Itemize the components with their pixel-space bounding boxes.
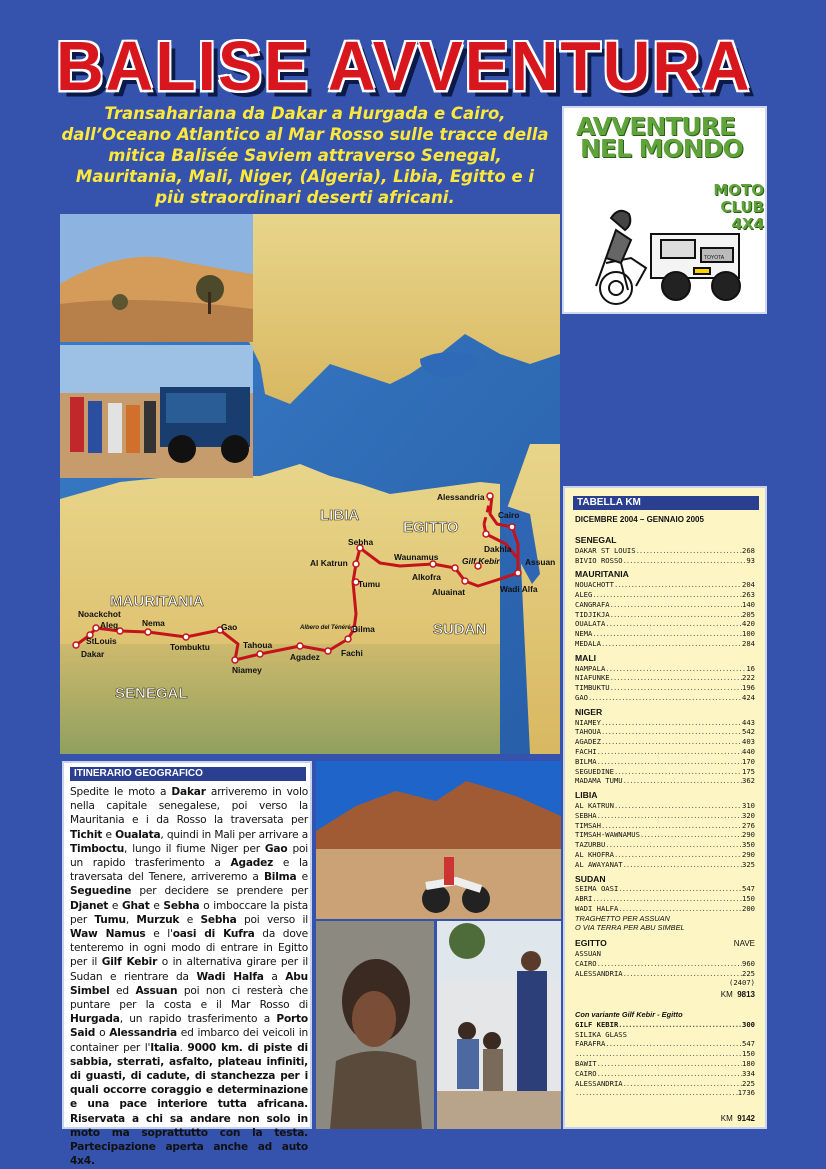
km-row — [575, 1069, 755, 1079]
km-row — [575, 629, 755, 639]
page-title: BALISE AVVENTURA — [56, 27, 752, 105]
km-group-mali: MALI — [575, 652, 597, 663]
km-row — [575, 610, 755, 620]
km-place: SEGUEDINE — [575, 766, 614, 776]
km-place: ALESSANDRIA — [575, 1078, 623, 1088]
km-place: BAWIT — [575, 1059, 597, 1069]
place-niamey: Niamey — [232, 665, 262, 675]
km-note-ferry: TRAGHETTO PER ASSUAN — [575, 913, 670, 923]
km-group-niger: NIGER — [575, 706, 603, 717]
photo-rider-mountains — [316, 761, 561, 919]
km-row — [575, 546, 755, 556]
place-wadialfa: Wadi Alfa — [500, 584, 538, 594]
km-value: 225 — [742, 1078, 755, 1088]
km-total-variant — [575, 1114, 755, 1124]
km-group-egitto-name: EGITTO — [575, 938, 607, 949]
photo-group-vehicle — [60, 345, 253, 478]
place-albero: Albero del Ténéré — [300, 625, 351, 631]
km-place: AL AWAYANAT — [575, 859, 623, 869]
km-subtotal: (2407) — [729, 978, 755, 988]
place-tombuktu: Tombuktu — [170, 642, 210, 652]
km-total-label: KM — [720, 990, 733, 1000]
km-place: NAMPALA — [575, 663, 606, 673]
km-value: 350 — [742, 840, 755, 850]
photo-desert-dunes — [60, 214, 253, 342]
km-place: MEDALA — [575, 638, 601, 648]
km-value: 170 — [742, 756, 755, 766]
km-row — [575, 639, 755, 649]
km-row — [575, 580, 755, 590]
place-dakar: Dakar — [81, 649, 105, 659]
km-value: 290 — [742, 849, 755, 859]
km-row — [575, 830, 755, 840]
place-agadez: Agadez — [290, 652, 320, 662]
km-value: 200 — [742, 903, 755, 913]
itinerary-text: Spedite le moto a Dakar arriveremo in volo nella capitale senegalese, poi verso la Mauritania e i da Rosso la traversata per Tichit e Oualata, quindi in Mali per arrivare a Timboctu, lungo il fiume Niger per Gao poi un rapido trasferimento a Agadez e la traversata del Tenere, arriveremo a Bilma e Seguedine per decidere se prendere per Djanet e Ghat e Sebha o imboccare la pista per Tumu, Murzuk e Sebha poi verso il Waw Namus e l'oasi di Kufra da dove tenteremo in ogni modo di entrare in Egitto per il Gilf Kebir o in alternativa girare per il Sudan e rientrare da Wadi Halfa a Abu Simbel ed Assuan poi non ci resterà che puntare per la costa e il Mar Rosso di Hurgada, un rapido trasferimento a Porto Said o Alessandria ed imbarco dei veicoli in container per l'Italia. 9000 km. di piste di sabbia, sterrati, asfalto, plateau infiniti, di guasti, di cadute, di stanchezza per i quali occorre coraggio e determinazione e una pace interiore tutta africana. Riservata a chi sa andare non solo in moto ma soprattutto con la testa. Partecipazione aperta anche ad auto 4x4. — [70, 786, 309, 1168]
km-place: DAKAR ST LOUIS — [575, 545, 636, 555]
km-row — [575, 747, 755, 757]
km-value: 175 — [742, 766, 755, 776]
place-noackchot: Noackchot — [78, 609, 121, 619]
km-row — [575, 1079, 755, 1089]
logo-title-line2: NEL MONDO — [580, 134, 743, 163]
label-sudan: SUDAN — [433, 621, 487, 638]
km-value: 284 — [742, 638, 755, 648]
km-place: TAZURBU — [575, 840, 606, 850]
jeep-brand-text: TOYOTA — [704, 255, 725, 261]
place-cairo: Cairo — [498, 510, 520, 520]
km-row — [575, 683, 755, 693]
place-stlouis: StLouis — [86, 636, 117, 646]
km-row — [575, 664, 755, 674]
place-alkofra: Alkofra — [412, 572, 441, 582]
km-total-label: KM — [720, 1114, 733, 1124]
place-waunamus: Waunamus — [394, 552, 439, 562]
km-place: AL KHOFRA — [575, 849, 614, 859]
place-aleg: Aleg — [100, 620, 119, 630]
km-value: 1736 — [737, 1088, 755, 1098]
km-row — [575, 693, 755, 703]
km-value: 424 — [742, 692, 755, 702]
motorcycle-jeep-sketch — [576, 168, 746, 308]
km-row — [575, 840, 755, 850]
place-nema: Nema — [142, 618, 165, 628]
km-place: CANGRAFA — [575, 599, 610, 609]
km-row — [575, 969, 755, 979]
km-place: CAIRO — [575, 958, 597, 968]
km-note-land: O VIA TERRA PER ABU SIMBEL — [575, 923, 685, 933]
km-value: 204 — [742, 580, 755, 590]
km-value: 960 — [742, 958, 755, 968]
itinerary-heading: ITINERARIO GEOGRAFICO — [70, 767, 306, 781]
km-place: OUALATA — [575, 619, 606, 629]
km-value: 325 — [742, 859, 755, 869]
label-mauritania: MAURITANIA — [110, 593, 204, 610]
club-logo — [562, 106, 767, 314]
km-value: 320 — [742, 810, 755, 820]
km-value: 440 — [742, 746, 755, 756]
km-place: FACHI — [575, 746, 597, 756]
itinerary-box — [62, 761, 312, 1168]
km-place: GILF KEBIR — [575, 1019, 619, 1029]
km-total-egitto — [575, 990, 755, 1000]
intro-text: Transahariana da Dakar a Hurgada e Cairo, dall’Oceano Atlantico al Mar Rosso sulle tracce della mitica Balisée Saviem attraverso Senegal, Mauritania, Mali, Niger, (Algeria), Libia, Egitto e i più straordinari deserti africani. — [61, 104, 549, 207]
place-tahoua: Tahoua — [243, 640, 273, 650]
km-value: 443 — [742, 717, 755, 727]
km-place: TAHOUA — [575, 727, 601, 737]
km-place: NEMA — [575, 629, 593, 639]
place-sebha: Sebha — [348, 537, 374, 547]
km-row — [575, 590, 755, 600]
km-place: ALESSANDRIA — [575, 968, 623, 978]
km-row — [575, 1088, 755, 1098]
km-value: 263 — [742, 589, 755, 599]
km-row — [575, 1020, 755, 1030]
km-value: 100 — [742, 629, 755, 639]
km-row — [575, 959, 755, 969]
km-value: 362 — [742, 776, 755, 786]
km-assuan: ASSUAN — [575, 949, 601, 959]
km-group-egitto — [575, 939, 755, 949]
km-list — [575, 531, 755, 1124]
km-value: 93 — [746, 555, 755, 565]
km-place: NIAMEY — [575, 717, 601, 727]
km-value: 290 — [742, 830, 755, 840]
km-row — [575, 904, 755, 914]
km-value: 542 — [742, 727, 755, 737]
place-bilma: Bilma — [352, 624, 375, 634]
km-value: 225 — [742, 968, 755, 978]
km-row — [575, 727, 755, 737]
km-value: 547 — [742, 884, 755, 894]
km-row — [575, 801, 755, 811]
km-total-value: 9142 — [737, 1114, 755, 1124]
km-value: 222 — [742, 673, 755, 683]
km-table-heading: TABELLA KM — [573, 496, 759, 510]
km-place: NIAFUNKE — [575, 673, 610, 683]
km-group-senegal: SENEGAL — [575, 535, 617, 545]
km-place: TIDJIKJA — [575, 609, 610, 619]
km-row — [575, 757, 755, 767]
km-place: TIMSAH-WAWNAMUS — [575, 830, 640, 840]
km-value: 403 — [742, 737, 755, 747]
km-place: NOUACHOTT — [575, 580, 614, 590]
place-dakhla: Dakhla — [484, 544, 512, 554]
photo-village-children — [437, 921, 561, 1129]
km-row — [575, 556, 755, 566]
km-group-libia: LIBIA — [575, 790, 598, 801]
km-value: 196 — [742, 683, 755, 693]
km-place: MADAMA TUMU — [575, 776, 623, 786]
logo-title-line1: AVVENTURE — [576, 112, 736, 141]
km-row — [575, 821, 755, 831]
km-row — [575, 850, 755, 860]
place-aluainat: Aluainat — [432, 587, 466, 597]
km-table-period: DICEMBRE 2004 – GENNAIO 2005 — [575, 515, 704, 524]
km-row — [575, 673, 755, 683]
km-place: FARAFRA — [575, 1039, 606, 1049]
km-place: ABRI — [575, 894, 593, 904]
km-value: 420 — [742, 619, 755, 629]
km-place: TIMSAH — [575, 820, 601, 830]
km-row — [575, 860, 755, 870]
km-row — [575, 811, 755, 821]
logo-sub-line1: MOTO — [713, 181, 764, 199]
km-row — [575, 884, 755, 894]
place-fachi: Fachi — [341, 648, 363, 658]
logo-sub-line2: CLUB 4X4 — [720, 198, 764, 233]
photo-child-portrait — [316, 921, 434, 1129]
km-value: 205 — [742, 609, 755, 619]
place-tumu: Tumu — [358, 579, 381, 589]
km-place: SEBHA — [575, 810, 597, 820]
km-silika: SILIKA GLASS — [575, 1029, 627, 1039]
km-row — [575, 737, 755, 747]
km-value: 310 — [742, 800, 755, 810]
km-total-value: 9813 — [737, 990, 755, 1000]
km-place: GAO — [575, 692, 588, 702]
km-group-sudan: SUDAN — [575, 873, 606, 884]
place-alkatrun: Al Katrun — [310, 558, 348, 568]
km-value: 300 — [742, 1019, 755, 1029]
km-row — [575, 1039, 755, 1049]
km-value: 16 — [746, 663, 755, 673]
km-place: AGADEZ — [575, 737, 601, 747]
km-row — [575, 776, 755, 786]
km-place: WADI HALFA — [575, 903, 619, 913]
km-value: 334 — [742, 1068, 755, 1078]
km-table — [563, 486, 767, 1129]
km-row — [575, 894, 755, 904]
km-place: CAIRO — [575, 1068, 597, 1078]
label-libia: LIBIA — [320, 507, 360, 524]
km-variant-title: Con variante Gilf Kebir - Egitto — [575, 1010, 683, 1020]
km-value: 150 — [742, 1049, 755, 1059]
km-value: 150 — [742, 894, 755, 904]
label-egitto: EGITTO — [403, 519, 459, 536]
km-nave: NAVE — [733, 939, 755, 949]
logo-title — [576, 112, 756, 163]
km-value: 276 — [742, 820, 755, 830]
km-row — [575, 718, 755, 728]
km-place: BIVIO ROSSO — [575, 555, 623, 565]
km-row — [575, 1049, 755, 1059]
km-place: SEIMA OASI — [575, 884, 619, 894]
km-place: TIMBUKTU — [575, 683, 610, 693]
place-gilfkebir: Gilf Kebir — [462, 556, 500, 566]
km-place: BILMA — [575, 756, 597, 766]
km-value: 140 — [742, 599, 755, 609]
km-row — [575, 600, 755, 610]
km-group-mauritania: MAURITANIA — [575, 569, 629, 580]
place-gao: Gao — [221, 622, 238, 632]
km-row — [575, 1059, 755, 1069]
km-value: 268 — [742, 545, 755, 555]
km-row — [575, 619, 755, 629]
km-value: 547 — [742, 1039, 755, 1049]
label-senegal: SENEGAL — [115, 685, 188, 702]
km-row — [575, 767, 755, 777]
km-value: 180 — [742, 1059, 755, 1069]
place-assuan: Assuan — [525, 557, 556, 567]
place-alessandria: Alessandria — [437, 492, 485, 502]
km-place: AL KATRUN — [575, 800, 614, 810]
km-place: ALEG — [575, 589, 593, 599]
